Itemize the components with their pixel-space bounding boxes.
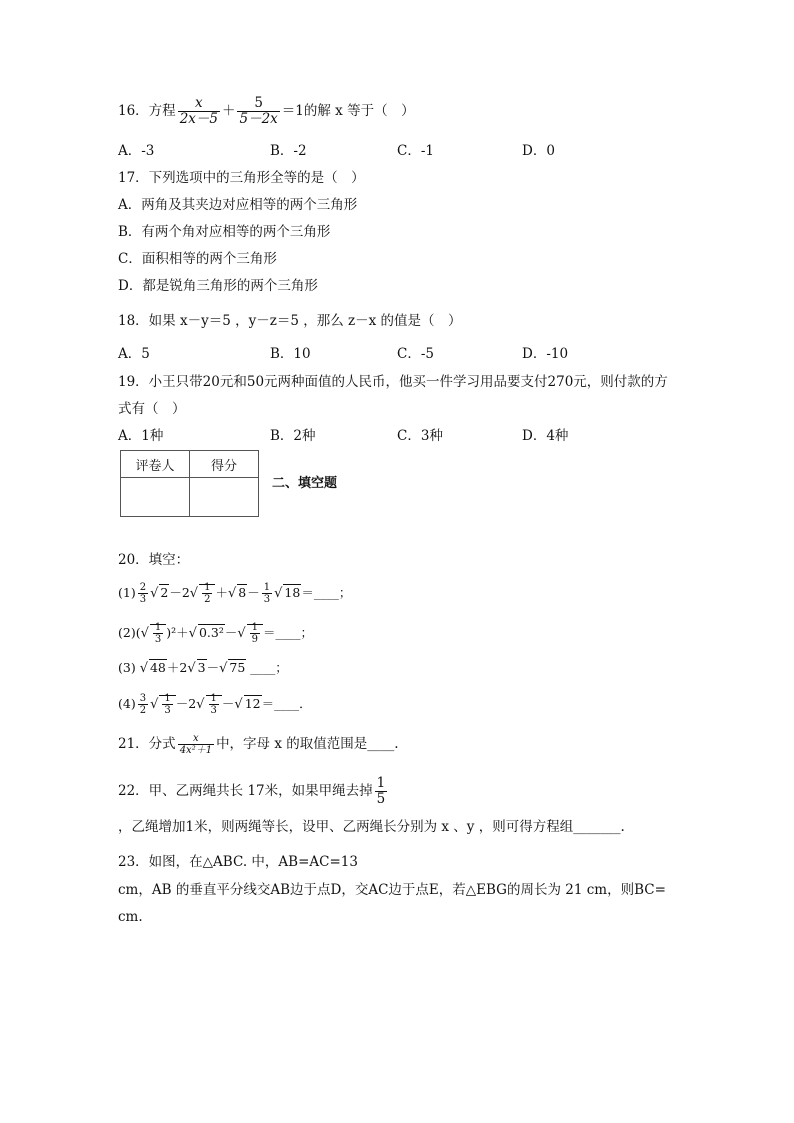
q17-option-d: D．都是锐角三角形的两个三角形 (118, 278, 318, 294)
q20-p2-frac-b (250, 622, 260, 645)
q20-p4-a-num: 3 (139, 693, 147, 704)
q20-p1-c-num: 1 (263, 582, 271, 593)
q23-line2: cm，AB 的垂直平分线交AB边于点D，交AC边于点E，若△EBG的周长为 21 cm，则BC= (118, 882, 666, 898)
q20-p4-mid2: － (221, 696, 235, 711)
q16-prefix: 16．方程 (118, 103, 176, 119)
q21-fraction (178, 733, 214, 756)
score-table-grader-cell[interactable] (121, 478, 190, 517)
q20-p2-sq: )² (166, 625, 177, 640)
q16-option-b: B．-2 (270, 143, 307, 159)
q20-part4 (118, 693, 312, 716)
q21-num: x (178, 733, 214, 745)
q20-p1-mid2: ＋ (215, 585, 228, 600)
q16-f2-den: 5－2x (239, 111, 278, 127)
q20-p4-r1: 12 (244, 696, 261, 711)
q20-p4-mid1: －2 (175, 696, 197, 711)
q20-p1-c-den: 3 (263, 594, 271, 605)
q20-p4-c-den: 3 (210, 705, 217, 716)
q20-p3-r3: 75 (229, 660, 246, 675)
q20-p1-r1: 2 (160, 585, 169, 600)
q20-p4-frac-a (138, 693, 148, 716)
q20-p4-b-den: 3 (164, 705, 171, 716)
q20-p3-mid1: ＋2 (166, 660, 188, 675)
q20-part2 (118, 622, 313, 645)
q20-p1-mid1: －2 (169, 585, 190, 600)
q19-option-d: D．4种 (522, 428, 569, 444)
q20-p2-b-num: 1 (251, 622, 259, 633)
radical-icon: √ (150, 697, 159, 712)
q17-option-c: C．面积相等的两个三角形 (118, 251, 277, 267)
q18-option-a: A．5 (118, 346, 150, 362)
q20-p1-frac-c (262, 582, 272, 605)
q20-part3 (118, 658, 288, 679)
q20-p1-b-den: 2 (204, 594, 211, 605)
q20-stem: 20．填空： (118, 552, 190, 568)
q20-p1-a-den: 3 (139, 594, 147, 605)
radical-icon: √ (140, 626, 149, 641)
q20-p4-b-num: 1 (164, 693, 171, 704)
q17-option-a: A．两角及其夹边对应相等的两个三角形 (118, 197, 358, 213)
q20-p3-label: (3) (118, 660, 140, 675)
q18-option-c: C．-5 (397, 346, 434, 362)
q20-p1-a-num: 2 (139, 582, 147, 593)
q20-p4-end: ＝____． (261, 696, 312, 711)
q22-f-num: 1 (376, 775, 386, 791)
q16-plus: ＋ (221, 103, 236, 119)
q20-p2-mid1: ＋ (176, 625, 189, 640)
q20-p4-a-den: 2 (139, 705, 147, 716)
q20-p1-end: ＝____； (301, 585, 352, 600)
radical-icon: √ (234, 697, 243, 712)
q20-p2-a-den: 3 (154, 634, 162, 645)
q22-line1 (118, 776, 389, 807)
q18-option-b: B．10 (270, 346, 311, 362)
q22-line2: ，乙绳增加1米，则两绳等长，设甲、乙两绳长分别为 x 、y ，则可得方程组_______. (118, 819, 625, 835)
radical-icon: √ (219, 661, 228, 676)
q16-option-a: A．-3 (118, 143, 155, 159)
radical-icon: √ (139, 661, 148, 676)
radical-icon: √ (187, 661, 196, 676)
q20-p4-label: (4) (118, 696, 136, 711)
q16-f1-den: 2x－5 (179, 111, 218, 127)
q19-option-b: B．2种 (270, 428, 316, 444)
score-table-header-grader: 评卷人 (121, 451, 190, 478)
q21-stem (118, 733, 399, 756)
q18-options (118, 344, 678, 364)
q18-stem: 18．如果 x－y＝5 ，y－z＝5 ，那么 z－x 的值是（ ） (118, 313, 462, 329)
section-title: 二、填空题 (272, 476, 338, 491)
q20-p1-frac-b (202, 582, 212, 605)
score-table-header-score: 得分 (190, 451, 259, 478)
q20-p2-r1: 0.3² (198, 625, 224, 640)
radical-icon: √ (196, 697, 205, 712)
q16-option-d: D．0 (522, 143, 555, 159)
q18-option-d: D．-10 (522, 346, 569, 362)
radical-icon: √ (150, 586, 159, 601)
q19-stem-line2: 式有（ ） (118, 401, 186, 417)
radical-icon: √ (237, 626, 246, 641)
q20-p3-mid2: － (206, 660, 220, 675)
q20-p2-mid2: － (224, 625, 238, 640)
q21-suffix: 中，字母 x 的取值范围是____. (216, 736, 399, 752)
q20-p2-a-num: 1 (154, 622, 162, 633)
q16-fraction-2 (237, 96, 279, 127)
q20-p3-r2: 3 (197, 660, 206, 675)
q19-option-a: A．1种 (118, 428, 164, 444)
score-table (120, 450, 259, 517)
radical-icon: √ (227, 586, 237, 601)
q20-p1-r2: 8 (238, 585, 247, 600)
q17-stem: 17．下列选项中的三角形全等的是（ ） (118, 170, 365, 186)
q20-p3-end: ____； (246, 660, 288, 675)
q20-p2-b-den: 9 (251, 634, 259, 645)
q22-f-den: 5 (376, 791, 386, 807)
q20-p3-r1: 48 (149, 660, 166, 675)
q20-p1-mid3: － (247, 585, 260, 600)
q19-stem-line1: 19．小王只带20元和50元两种面值的人民币，他买一件学习用品要支付270元，则付款的方 (118, 374, 668, 390)
q16-stem (118, 96, 415, 127)
q20-p2-end: ＝____； (263, 625, 314, 640)
q22-fraction (375, 776, 388, 807)
q21-prefix: 21．分式 (118, 736, 176, 752)
q16-fraction-1 (178, 96, 220, 127)
q16-options (118, 141, 678, 161)
score-table-score-cell[interactable] (190, 478, 259, 517)
q17-option-b: B．有两个角对应相等的两个三角形 (118, 224, 331, 240)
q19-options (118, 426, 678, 446)
q16-f2-num: 5 (237, 96, 279, 112)
q20-p2-label: (2)( (118, 625, 141, 640)
q23-line1: 23．如图，在△ABC. 中，AB=AC=13 (118, 854, 358, 870)
q20-p2-frac-a (153, 622, 163, 645)
q16-f1-num: x (178, 96, 220, 112)
q22-line1-text: 22．甲、乙两绳共长 17米，如果甲绳去掉 (118, 783, 373, 799)
q20-part1 (118, 582, 351, 605)
q20-p4-c-num: 1 (210, 693, 217, 704)
radical-icon: √ (189, 586, 199, 601)
q23-line3: cm. (118, 909, 143, 925)
q21-den: 4x²＋1 (179, 745, 213, 756)
q20-p1-r3: 18 (284, 585, 301, 600)
q20-p1-label: (1) (118, 585, 136, 600)
q20-p1-b-num: 1 (204, 582, 211, 593)
radical-icon: √ (274, 586, 283, 601)
q20-p1-frac-a (138, 582, 148, 605)
q20-p4-frac-b (162, 693, 172, 716)
q20-p4-frac-c (209, 693, 219, 716)
q16-suffix: ＝1的解 x 等于（ ） (281, 103, 415, 119)
radical-icon: √ (188, 626, 197, 641)
q16-option-c: C．-1 (397, 143, 434, 159)
q19-option-c: C．3种 (397, 428, 443, 444)
